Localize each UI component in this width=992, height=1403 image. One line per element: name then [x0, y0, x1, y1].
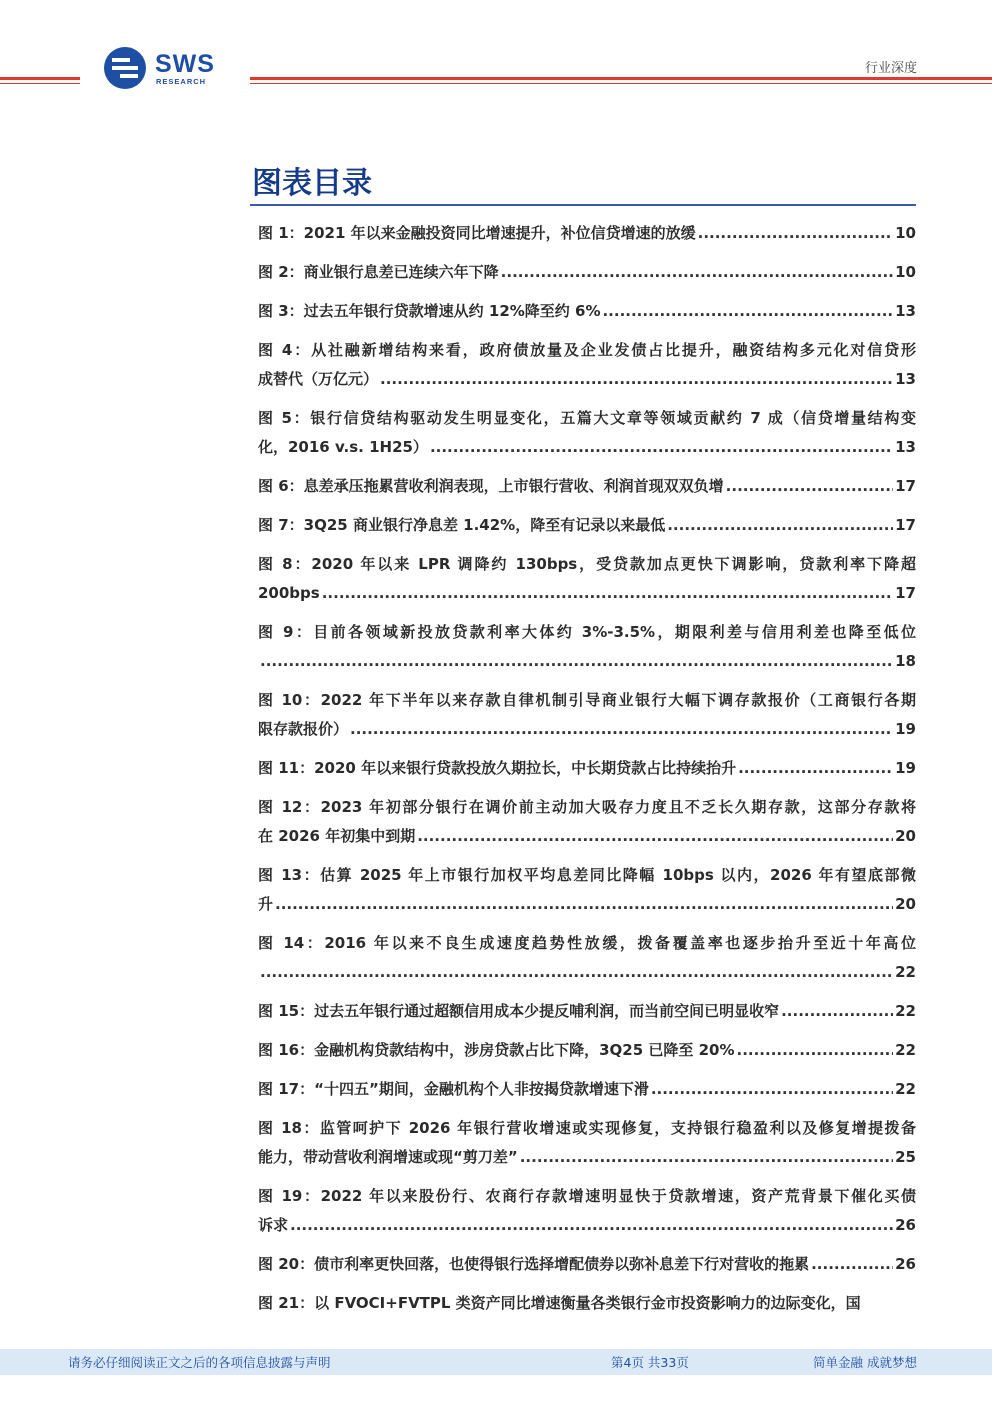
toc-entry-text: 图 7：3Q25 商业银行净息差 1.42%，降至有记录以来最低: [258, 516, 666, 534]
toc-page-number: 10: [895, 224, 916, 242]
toc-entry-text: 能力，带动营收利润增速或现“剪刀差”: [258, 1148, 518, 1166]
toc-entry-text: 图 13：估算 2025 年上市银行加权平均息差同比降幅 10bps 以内，2026 年有望底部微: [258, 866, 916, 884]
toc-page-number: 13: [895, 370, 916, 388]
toc-page-number: 22: [895, 1080, 916, 1098]
toc-page-number: 26: [895, 1255, 916, 1273]
toc-leader-dots: [667, 511, 893, 540]
toc-entry-text: 图 10：2022 年下半年以来存款自律机制引导商业银行大幅下调存款报价（工商银行各期: [258, 691, 916, 709]
toc-page-number: 22: [895, 1002, 916, 1020]
toc-entry-text: 限存款报价）: [258, 720, 349, 738]
toc-entry-text: 图 3：过去五年银行贷款增速从约 12%降至约 6%: [258, 302, 601, 320]
toc-page-number: 13: [895, 438, 916, 456]
toc-page-number: 18: [895, 652, 916, 670]
toc-entry[interactable]: [258, 550, 916, 608]
page-title: 图表目录: [252, 166, 372, 201]
toc-page-number: 19: [895, 720, 916, 738]
toc-entry[interactable]: [258, 404, 916, 462]
toc-leader-dots: [738, 754, 893, 783]
toc-entry-text: 图 15：过去五年银行通过超额信用成本少提反哺利润，而当前空间已明显收窄: [258, 1002, 780, 1020]
toc-entry[interactable]: [258, 618, 916, 676]
toc-entry-text: 在 2026 年初集中到期: [258, 827, 416, 845]
footer-slogan: 简单金融 成就梦想: [813, 1355, 917, 1370]
toc-leader-dots: [322, 579, 893, 608]
header-rule-left-thin: [0, 83, 80, 84]
footer-disclaimer: 请务必仔细阅读正文之后的各项信息披露与声明: [68, 1355, 331, 1370]
toc-entry[interactable]: [258, 861, 916, 919]
toc-page-number: 20: [895, 895, 916, 913]
toc-leader-dots: [275, 890, 893, 919]
toc-entry-text: 图 1：2021 年以来金融投资同比增速提升，补位信贷增速的放缓: [258, 224, 696, 242]
title-rule: [250, 204, 916, 206]
toc-entry-text: 图 4：从社融新增结构来看，政府债放量及企业发债占比提升，融资结构多元化对信贷形: [258, 341, 916, 359]
toc-entry[interactable]: [258, 1289, 916, 1318]
toc-entry-text: 诉求: [258, 1216, 289, 1234]
toc-entry[interactable]: [258, 754, 916, 783]
sws-logo: [103, 46, 243, 92]
toc-entry-text: 图 14：2016 年以来不良生成速度趋势性放缓，拨备覆盖率也逐步抬升至近十年高位: [258, 934, 916, 952]
toc-entry-text: 图 21：以 FVOCI+FVTPL 类资产同比增速衡量各类银行金市投资影响力的边际变化，国: [258, 1294, 861, 1312]
toc-leader-dots: [781, 997, 893, 1026]
toc-entry[interactable]: [258, 997, 916, 1026]
toc-entry-text: 图 16：金融机构贷款结构中，涉房贷款占比下降，3Q25 已降至 20%: [258, 1041, 735, 1059]
toc-entry-text: 图 19：2022 年以来股份行、农商行存款增速明显快于贷款增速，资产荒背景下催化买债: [258, 1187, 916, 1205]
toc-leader-dots: [737, 1036, 894, 1065]
toc-entry[interactable]: [258, 511, 916, 540]
toc-entry[interactable]: [258, 1075, 916, 1104]
toc-entry-text: 图 5：银行信贷结构驱动发生明显变化，五篇大文章等领域贡献约 7 成（信贷增量结构变: [258, 409, 916, 427]
toc-entry-text: 图 6：息差承压拖累营收利润表现，上市银行营收、利润首现双双负增: [258, 477, 724, 495]
toc-leader-dots: [290, 1211, 893, 1240]
toc-entry-text: 图 20：债市利率更快回落，也使得银行选择增配债券以弥补息差下行对营收的拖累: [258, 1255, 810, 1273]
toc-entry[interactable]: [258, 686, 916, 744]
toc-page-number: 10: [895, 263, 916, 281]
header-rule-right: [250, 77, 992, 80]
toc-entry-text: 图 17：“十四五”期间，金融机构个人非按揭贷款增速下滑: [258, 1080, 649, 1098]
header-rule-left: [0, 77, 80, 80]
toc-page-number: 22: [895, 1041, 916, 1059]
toc-entry[interactable]: [258, 929, 916, 987]
toc-entry[interactable]: [258, 1182, 916, 1240]
logo-subtitle: RESEARCH: [156, 77, 207, 86]
toc-page-number: 25: [895, 1148, 916, 1166]
toc-leader-dots: [380, 365, 893, 394]
toc-entry-text: 成替代（万亿元）: [258, 370, 379, 388]
toc-entry[interactable]: [258, 1250, 916, 1279]
header-rule-right-thin: [250, 83, 992, 84]
toc-entry-text: 升: [258, 895, 274, 913]
toc-entry-text: 化，2016 v.s. 1H25）: [258, 438, 428, 456]
logo-text: SWS: [155, 50, 215, 78]
toc-leader-dots: [726, 472, 893, 501]
toc-leader-dots: [430, 433, 893, 462]
toc-entry[interactable]: [258, 297, 916, 326]
toc-leader-dots: [811, 1250, 893, 1279]
toc-entry[interactable]: [258, 1036, 916, 1065]
toc-page-number: 19: [895, 759, 916, 777]
toc-entry[interactable]: [258, 1114, 916, 1172]
toc-leader-dots: [417, 822, 893, 851]
toc-entry-text: 图 18：监管呵护下 2026 年银行营收增速或实现修复，支持银行稳盈利以及修复增提拨备: [258, 1119, 916, 1137]
toc-entry-text: 200bps: [258, 584, 320, 602]
toc-page-number: 17: [895, 477, 916, 495]
toc-entry[interactable]: [258, 793, 916, 851]
toc-leader-dots: [698, 219, 893, 248]
toc-entry-text: 图 9：目前各领域新投放贷款利率大体约 3%-3.5%，期限利差与信用利差也降至低位: [258, 623, 916, 641]
footer-page-info: 第4页 共33页: [611, 1355, 689, 1370]
toc-leader-dots: [350, 715, 893, 744]
toc-leader-dots: [602, 297, 893, 326]
toc-leader-dots: [501, 258, 893, 287]
document-category: 行业深度: [864, 61, 917, 76]
toc-page-number: 17: [895, 516, 916, 534]
toc-entry-text: 图 12：2023 年初部分银行在调价前主动加大吸存力度且不乏长久期存款，这部分存款将: [258, 798, 916, 816]
toc-page-number: 20: [895, 827, 916, 845]
toc-entry-text: 图 2：商业银行息差已连续六年下降: [258, 263, 499, 281]
toc-entry[interactable]: [258, 219, 916, 248]
sws-logo-icon: [103, 46, 147, 90]
toc-entry-text: 图 8：2020 年以来 LPR 调降约 130bps，受贷款加点更快下调影响，贷款利率下降超: [258, 555, 916, 573]
toc-leader-dots: [651, 1075, 893, 1104]
toc-entry-text: 图 11：2020 年以来银行贷款投放久期拉长，中长期贷款占比持续抬升: [258, 759, 737, 777]
toc-entry[interactable]: [258, 472, 916, 501]
toc-page-number: 17: [895, 584, 916, 602]
toc-leader-dots: [260, 647, 893, 676]
toc-leader-dots: [520, 1143, 893, 1172]
toc-leader-dots: [260, 958, 893, 987]
toc-entry[interactable]: [258, 258, 916, 287]
toc-entry[interactable]: [258, 336, 916, 394]
toc-page-number: 13: [895, 302, 916, 320]
toc-page-number: 26: [895, 1216, 916, 1234]
figure-index-list: [258, 219, 916, 1328]
toc-page-number: 22: [895, 963, 916, 981]
